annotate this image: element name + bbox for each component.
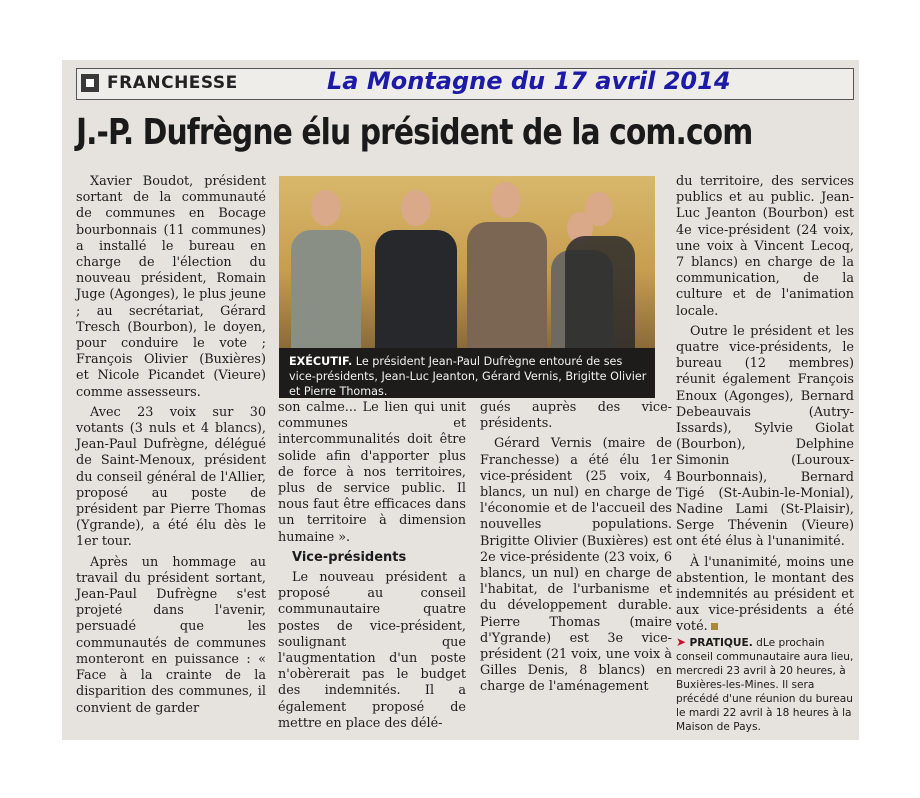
article-column-2 (278, 400, 466, 736)
person-head (311, 190, 341, 226)
person-head (585, 192, 613, 226)
rubric-label: FRANCHESSE (107, 73, 238, 93)
paragraph: Outre le président et les quatre vice-présidents, le bureau (12 membres) réunit également François Enoux (Agonges), Bernard Debeauvais (Autry-Issards), Sylvie Giolat (Bourbon), Delphine Simonin (Louroux-Bourbonnais), Bernard Tigé (St-Aubin-le-Monial), Nadine Lami (St-Plaisir), Serge Thévenin (Vieure) ont été élus à l'unanimité. (676, 323, 854, 550)
paragraph: Avec 23 voix sur 30 votants (3 nuls et 4 blancs), Jean-Paul Dufrègne, délégué de Saint-Menoux, président du conseil général de l'Allier, proposé au poste de président par Pierre Thomas (Ygrande), a été élu dès le 1er tour. (76, 404, 266, 550)
rubric-bar (76, 68, 854, 100)
pratique-label: PRATIQUE. (689, 637, 753, 649)
person-figure (565, 236, 635, 348)
paragraph: Après un hommage au travail du président sortant, Jean-Paul Dufrègne s'est projeté dans l'avenir, persuadé que les communautés de communes monteront en puissance : « Face à la crainte de la disparition des communes, il convient de garder (76, 554, 266, 716)
newspaper-clipping (62, 60, 859, 740)
pratique-text: dLe prochain conseil communautaire aura lieu, mercredi 23 avril à 20 heures, à Buxières-les-Mines. Il sera précédé d'une réunion du bureau le mardi 22 avril à 18 heures à la Maison de Pays. (676, 637, 854, 733)
rubric-square-icon (81, 74, 99, 92)
group-photo (279, 176, 655, 398)
arrow-icon: ➤ (676, 635, 687, 649)
article-headline: J.-P. Dufrègne élu président de la com.com (76, 112, 753, 153)
person-head (401, 190, 431, 226)
paragraph: Le nouveau président a proposé au conseil communautaire quatre postes de vice-président, soulignant que l'augmentation d'un poste n'obèrerait pas le budget des indemnités. Il a également proposé de mettre en place des délé- (278, 570, 466, 731)
photo-scene (279, 176, 655, 348)
source-title: La Montagne du 17 avril 2014 (327, 67, 731, 95)
caption-label: EXÉCUTIF. (289, 355, 353, 368)
person-figure (467, 222, 547, 348)
paragraph-text: À l'unanimité, moins une abstention, le montant des indemnités au président et aux vice-présidents a été voté. (676, 554, 854, 635)
pratique-box (676, 635, 854, 734)
paragraph: du territoire, des services publics et au public. Jean-Luc Jeanton (Bourbon) est 4e vice-président (24 voix, une voix à Vincent Lecoq, 7 blancs) en charge de la communication, de la culture et de l'animation locale. (676, 174, 854, 319)
photo-caption (289, 354, 649, 399)
person-figure (291, 230, 361, 348)
article-column-1 (76, 174, 266, 721)
article-column-4 (676, 174, 854, 640)
section-subhead: Vice-présidents (292, 549, 407, 565)
paragraph: son calme... Le lien qui unit communes et intercommunalités doit être solide afin d'apporter plus de force à nos territoires, plus de service public. Il nous faut être efficaces dans un territoire à dimension humaine ». (278, 400, 466, 545)
article-column-3 (480, 400, 672, 700)
person-head (491, 182, 521, 218)
person-figure (375, 230, 457, 348)
caption-text: Le président Jean-Paul Dufrègne entouré de ses vice-présidents, Jean-Luc Jeanton, Gérard Vernis, Brigitte Olivier et Pierre Thomas. (289, 355, 647, 398)
paragraph: Xavier Boudot, président sortant de la communauté de communes en Bocage bourbonnais (11 communes) a installé le bureau en charge de l'élection du nouveau président, Romain Juge (Agonges), le plus jeune ; au secrétariat, Gérard Tresch (Bourbon), le doyen, pour conduire le vote ; François Olivier (Buxières) et Nicole Picandet (Vieure) comme assesseurs. (76, 174, 266, 400)
paragraph: gués auprès des vice-présidents. (480, 400, 672, 432)
paragraph (676, 555, 854, 636)
paragraph: Gérard Vernis (maire de Franchesse) a été élu 1er vice-président (25 voix, 4 blancs, un nul) en charge de l'économie et de l'accueil des nouvelles populations. Brigitte Olivier (Buxières) est 2e vice-présidente (23 voix, 6 blancs, un nul) en charge de l'habitat, de l'urbanisme et du développement durable. Pierre Thomas (maire d'Ygrande) est 3e vice-président (21 voix, une voix à Gilles Denis, 8 blancs) en charge de l'aménagement (480, 436, 672, 695)
end-mark-icon (711, 623, 718, 630)
